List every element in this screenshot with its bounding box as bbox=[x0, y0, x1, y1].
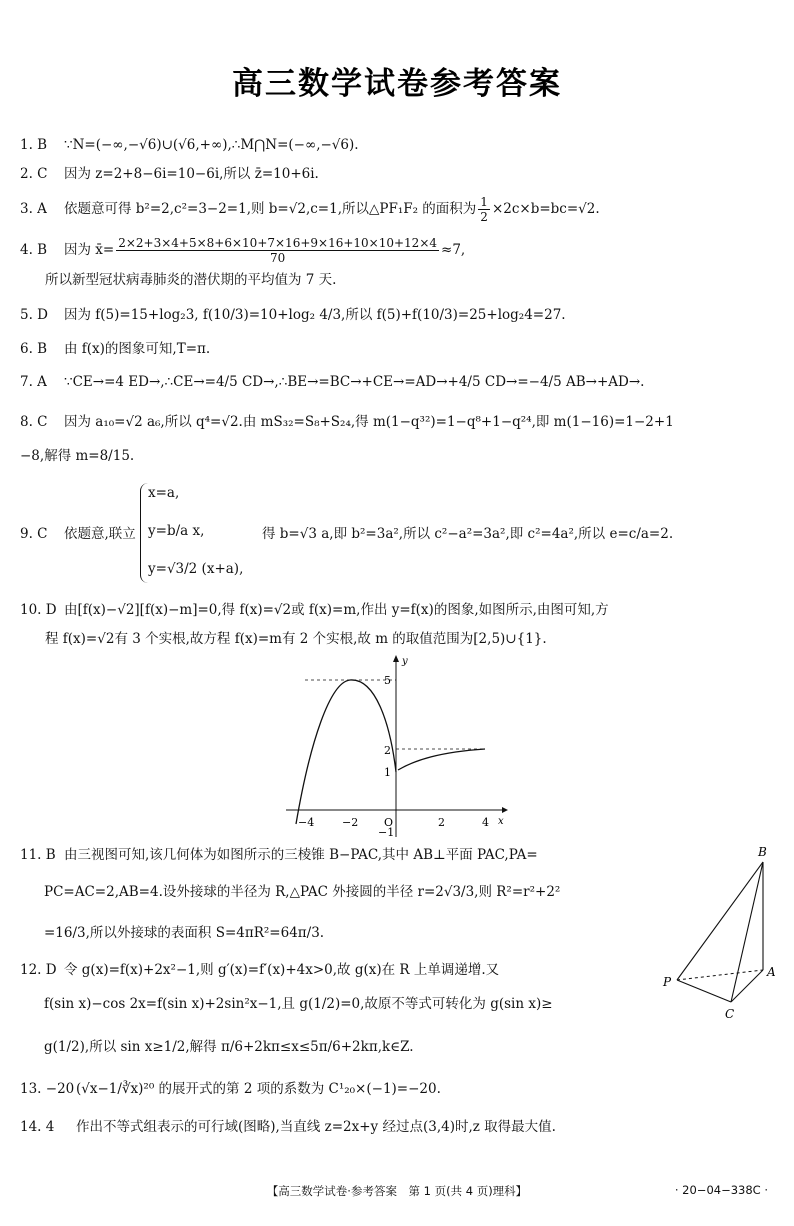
fraction-denominator: 2 bbox=[480, 210, 488, 224]
answer-text: 作出不等式组表示的可行域(图略),当直线 z=2x+y 经过点(3,4)时,z 取得最大值. bbox=[76, 1119, 556, 1135]
equation-system bbox=[148, 483, 243, 597]
answer-6 bbox=[20, 340, 780, 358]
answer-text: 由三视图可知,该几何体为如图所示的三棱锥 B−PAC,其中 AB⊥平面 PAC,PA= bbox=[64, 847, 538, 863]
answer-number: 8. C bbox=[20, 414, 48, 430]
answer-4 bbox=[20, 236, 780, 265]
answer-text: 因为 z=2+8−6i=10−6i,所以 z̄=10+6i. bbox=[64, 166, 319, 182]
answer-number: 7. A bbox=[20, 374, 47, 390]
edge-BC bbox=[731, 862, 763, 1002]
equation-line: y=√3/2 (x+a), bbox=[148, 561, 244, 577]
answer-text: 因为 a₁₀=√2 a₆,所以 q⁴=√2.由 mS₃₂=S₈+S₂₄,得 m(1−q³²)=1−q⁸+1−q²⁴,即 m(1−16)=1−2+1 bbox=[64, 414, 674, 430]
answer-11-continued: PC=AC=2,AB=4.设外接球的半径为 R,△PAC 外接圆的半径 r=2√3/3,则 R²=r²+2² bbox=[44, 884, 561, 900]
tick-label: 2 bbox=[438, 816, 445, 829]
answer-text: 依题意可得 b²=2,c²=3−2=1,则 b=√2,c=1,所以△PF₁F₂ 的面积为 bbox=[64, 201, 477, 217]
answer-text: ∵N=(−∞,−√6)∪(√6,+∞),∴M⋂N=(−∞,−√6). bbox=[64, 137, 359, 153]
answer-10-continued: 程 f(x)=√2有 3 个实根,故方程 f(x)=m有 2 个实根,故 m 的取值范围为[2,5)∪{1}. bbox=[45, 631, 547, 647]
axis-label-x: x bbox=[498, 816, 504, 827]
answer-number: 10. D bbox=[20, 602, 57, 618]
answer-10 bbox=[20, 601, 780, 619]
page-title: 高三数学试卷参考答案 bbox=[232, 66, 562, 102]
answer-11-continued: =16/3,所以外接球的表面积 S=4πR²=64π/3. bbox=[44, 925, 325, 941]
y-axis-arrow-icon bbox=[393, 655, 399, 662]
answer-number: 5. D bbox=[20, 307, 48, 323]
answer-number: 13. −20 bbox=[20, 1081, 75, 1097]
answer-number: 3. A bbox=[20, 201, 47, 217]
fraction bbox=[116, 236, 439, 265]
answer-text: 由[f(x)−√2][f(x)−m]=0,得 f(x)=√2或 f(x)=m,作出 y=f(x)的图象,如图所示,由图可知,方 bbox=[64, 602, 609, 618]
answer-8 bbox=[20, 413, 780, 431]
answer-7 bbox=[20, 373, 780, 391]
tick-label: 2 bbox=[384, 744, 391, 757]
answer-12 bbox=[20, 961, 780, 979]
vertex-label: A bbox=[767, 965, 776, 979]
tick-label: 1 bbox=[384, 766, 391, 779]
tick-label: 4 bbox=[482, 816, 489, 829]
answer-number: 14. 4 bbox=[20, 1119, 55, 1135]
answer-text: ×2c×b=bc=√2. bbox=[491, 201, 600, 217]
answer-2 bbox=[20, 165, 780, 183]
answer-text: 因为 f(5)=15+log₂3, f(10/3)=10+log₂ 4/3,所以 f(5)+f(10/3)=25+log₂4=27. bbox=[64, 307, 566, 323]
vertex-label: C bbox=[725, 1007, 735, 1021]
document-code: · 20−04−338C · bbox=[674, 1183, 768, 1197]
answer-lead: 依题意,联立 bbox=[64, 526, 136, 542]
answer-13 bbox=[20, 1080, 780, 1098]
fraction-numerator: 1 bbox=[480, 195, 488, 209]
graph-curve-left bbox=[296, 680, 396, 824]
tick-label: −4 bbox=[298, 816, 315, 829]
answer-12-continued: g(1/2),所以 sin x≥1/2,解得 π/6+2kπ≤x≤5π/6+2kπ,k∈Z. bbox=[44, 1039, 414, 1055]
vertex-label: B bbox=[758, 845, 767, 859]
vertex-label: P bbox=[663, 975, 672, 989]
tick-label: 5 bbox=[384, 674, 391, 687]
answer-8-continued: −8,解得 m=8/15. bbox=[20, 448, 135, 464]
answer-text: 由 f(x)的图象可知,T=π. bbox=[64, 341, 211, 357]
pyramid-figure bbox=[645, 842, 785, 1022]
answer-text: (√x−1/∛x)²⁰ 的展开式的第 2 项的系数为 C¹₂₀×(−1)=−20. bbox=[76, 1081, 441, 1097]
answer-number: 2. C bbox=[20, 166, 48, 182]
axis-label-y: y bbox=[402, 656, 408, 667]
answer-text: ≈7, bbox=[441, 242, 466, 258]
answer-text: 令 g(x)=f(x)+2x²−1,则 g′(x)=f′(x)+4x>0,故 g(x)在 R 上单调递增.又 bbox=[64, 962, 500, 978]
x-axis-arrow-icon bbox=[502, 807, 508, 813]
fraction bbox=[478, 195, 490, 224]
answer-number: 11. B bbox=[20, 847, 56, 863]
edge-PC bbox=[677, 980, 731, 1002]
answer-1 bbox=[20, 136, 780, 154]
answer-number: 4. B bbox=[20, 242, 48, 258]
answer-4-continued: 所以新型冠状病毒肺炎的潜伏期的平均值为 7 天. bbox=[45, 272, 337, 288]
answer-5 bbox=[20, 306, 780, 324]
graph-curve-right bbox=[398, 749, 485, 770]
answer-text: ∵CE→=4 ED→,∴CE→=4/5 CD→,∴BE→=BC→+CE→=AD→+4/5 CD→=−4/5 AB→+AD→. bbox=[64, 374, 645, 390]
page-footer: 【高三数学试卷·参考答案 第 1 页(共 4 页)理科】 bbox=[266, 1184, 528, 1198]
answer-number: 12. D bbox=[20, 962, 57, 978]
fraction-numerator: 2×2+3×4+5×8+6×10+7×16+9×16+10×10+12×4 bbox=[118, 236, 438, 250]
tick-label: −2 bbox=[342, 816, 359, 829]
equation-line: y=b/a x, bbox=[148, 523, 205, 539]
answer-text: 因为 x̄= bbox=[64, 242, 115, 258]
answer-12-continued: f(sin x)−cos 2x=f(sin x)+2sin²x−1,且 g(1/2)=0,故原不等式可转化为 g(sin x)≥ bbox=[44, 996, 553, 1012]
tick-label: −1 bbox=[378, 826, 395, 839]
answer-number: 6. B bbox=[20, 341, 48, 357]
equation-line: x=a, bbox=[148, 485, 180, 501]
answer-9-result: 得 b=√3 a,即 b²=3a²,所以 c²−a²=3a²,即 c²=4a²,所以 e=c/a=2. bbox=[262, 526, 674, 542]
answer-number: 9. C bbox=[20, 526, 48, 542]
function-graph-figure bbox=[280, 652, 510, 842]
answer-14 bbox=[20, 1118, 780, 1136]
answer-number: 1. B bbox=[20, 137, 48, 153]
answer-3 bbox=[20, 195, 780, 224]
tick-label: O bbox=[384, 816, 394, 829]
fraction-denominator: 70 bbox=[269, 251, 286, 265]
